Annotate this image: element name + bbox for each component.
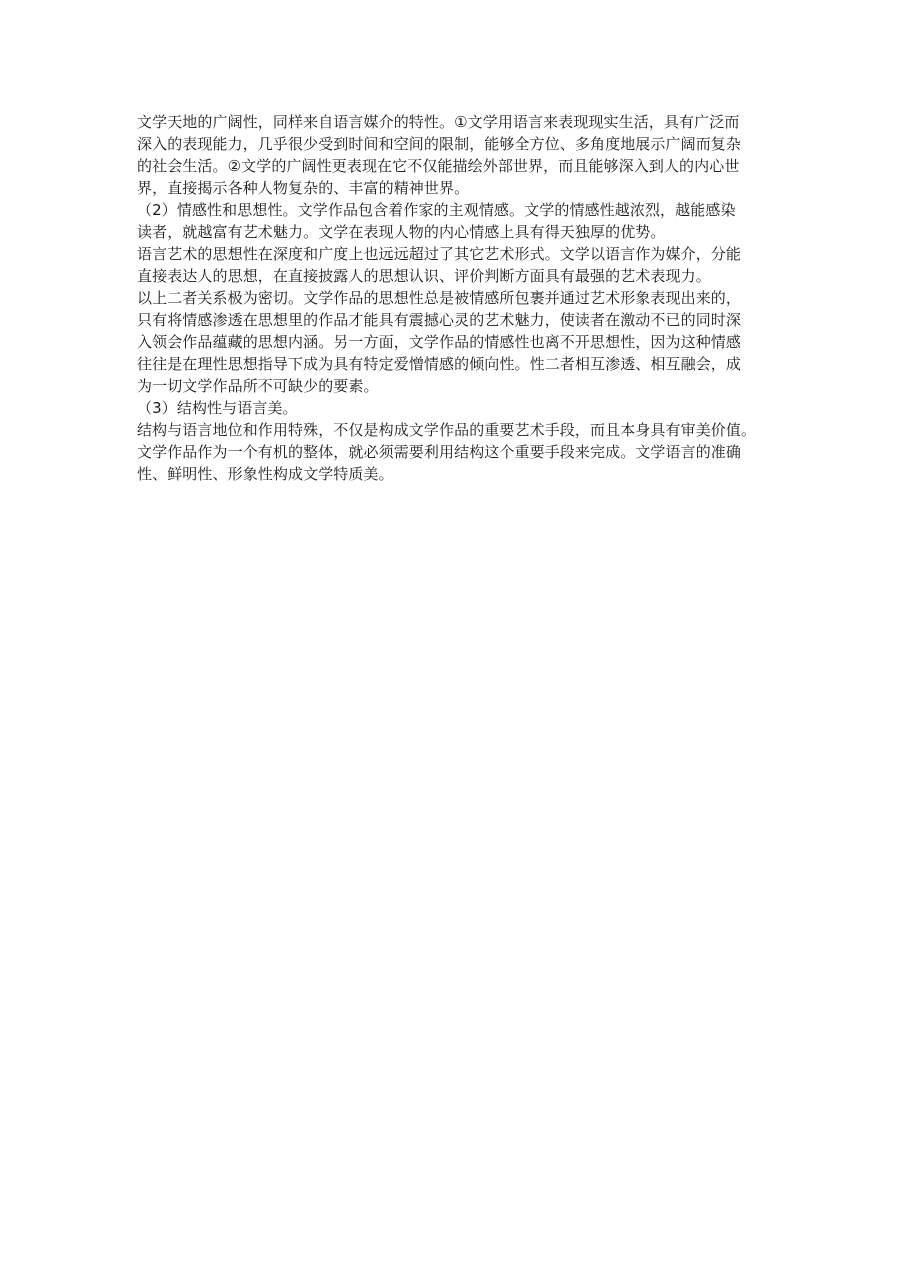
text-line: 入领会作品蕴藏的思想内涵。另一方面，文学作品的情感性也离不开思想性，因为这种情感 bbox=[137, 333, 742, 351]
text-line: 深入的表现能力，几乎很少受到时间和空间的限制，能够全方位、多角度地展示广阔而复杂 bbox=[137, 135, 742, 153]
body-text bbox=[137, 111, 777, 485]
text-line: 以上二者关系极为密切。文学作品的思想性总是被情感所包裹并通过艺术形象表现出来的， bbox=[137, 289, 742, 307]
text-line: 结构与语言地位和作用特殊，不仅是构成文学作品的重要艺术手段，而且本身具有审美价值。 bbox=[137, 421, 757, 439]
text-line: 界，直接揭示各种人物复杂的、丰富的精神世界。 bbox=[137, 179, 470, 197]
text-line: 的社会生活。②文学的广阔性更表现在它不仅能描绘外部世界，而且能够深入到人的内心世 bbox=[137, 157, 740, 175]
text-line: 语言艺术的思想性在深度和广度上也远远超过了其它艺术形式。文学以语言作为媒介，分能 bbox=[137, 245, 742, 263]
text-line: 为一切文学作品所不可缺少的要素。 bbox=[137, 377, 379, 395]
section-heading-2: （2）情感性和思想性。文学作品包含着作家的主观情感。文学的情感性越浓烈，越能感染 bbox=[137, 201, 736, 219]
text-line: 文学天地的广阔性，同样来自语言媒介的特性。①文学用语言来表现现实生活，具有广泛而 bbox=[137, 113, 740, 131]
text-line: 性、鲜明性、形象性构成文学特质美。 bbox=[137, 465, 394, 483]
text-line: 只有将情感渗透在思想里的作品才能具有震撼心灵的艺术魅力，使读者在激动不已的同时深 bbox=[137, 311, 742, 329]
text-line: 直接表达人的思想，在直接披露人的思想认识、评价判断方面具有最强的艺术表现力。 bbox=[137, 267, 711, 285]
section-heading-3: （3）结构性与语言美。 bbox=[137, 399, 298, 417]
text-line: 文学作品作为一个有机的整体，就必须需要利用结构这个重要手段来完成。文学语言的准确 bbox=[137, 443, 742, 461]
text-line: 读者，就越富有艺术魅力。文学在表现人物的内心情感上具有得天独厚的优势。 bbox=[137, 223, 666, 241]
text-line: 往往是在理性思想指导下成为具有特定爱憎情感的倾向性。性二者相互渗透、相互融会，成 bbox=[137, 355, 742, 373]
